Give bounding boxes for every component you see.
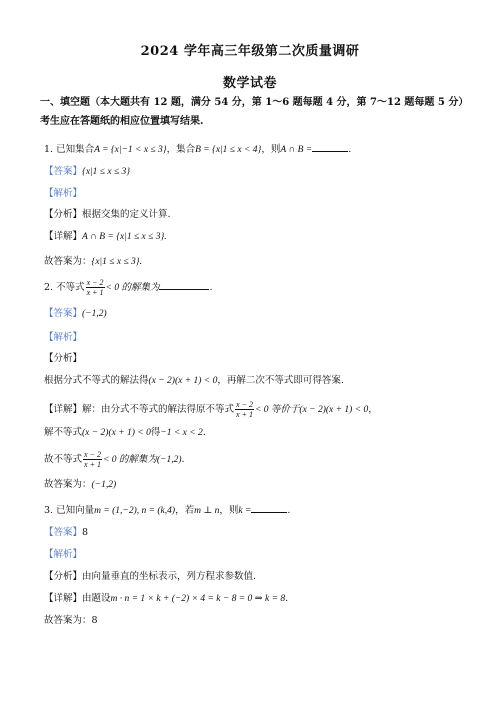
q3-stem-b: ，若 — [175, 505, 195, 516]
q3-detail-expr: m · n = 1 × k + (−2) × 4 = k − 8 = 0 ⇒ k = 8 — [110, 594, 286, 604]
q2-detail-expr: (x − 2)(x + 1) < 0 — [299, 405, 369, 415]
q2-stem-b: < 0 的解集为 — [105, 283, 160, 293]
q3-answer-blank — [251, 503, 287, 513]
q1-detail-tag: 【详解】 — [44, 231, 83, 242]
q3-vectors: m = (1,−2), n = (k,4) — [94, 506, 176, 516]
q2-answer-tag: 【答案】 — [44, 308, 83, 319]
q1-final-value: {x|1 ≤ x ≤ 3}. — [91, 257, 142, 267]
q2-detail-denominator: x + 1 — [236, 410, 253, 419]
q1-answer: {x|1 ≤ x ≤ 3} — [82, 167, 131, 177]
q2-concl-denominator: x + 1 — [84, 460, 101, 469]
q1-stem-c: ，则 — [261, 144, 281, 155]
q2-answer-blank — [159, 280, 209, 290]
q1-stem-b: ，集合 — [166, 144, 196, 155]
q1-detail-expr: A ∩ B = {x|1 ≤ x ≤ 3}. — [82, 232, 167, 242]
q1-setA: A = {x|−1 < x ≤ 3} — [94, 145, 167, 155]
q2-solve-end: . — [202, 427, 206, 438]
q2-conclusion — [44, 450, 464, 469]
q1-jiexi: 【解析】 — [44, 188, 83, 199]
q3-jiexi: 【解析】 — [44, 549, 83, 560]
q3-answer-line — [44, 526, 464, 540]
q1-stem — [44, 142, 464, 157]
q3-final — [44, 614, 464, 628]
q3-answer-tag: 【答案】 — [44, 527, 83, 538]
q2-analysis — [44, 374, 464, 388]
q3-detail-end: . — [285, 593, 289, 604]
q2-end: . — [209, 282, 213, 293]
q2-concl-a: 故不等式 — [44, 454, 83, 465]
q1-answer-blank — [312, 142, 348, 152]
q2-answer-line — [44, 307, 464, 321]
q3-fenxi: 【分析】由向量垂直的坐标表示，列方程求参数值. — [44, 571, 257, 582]
q1-fenxi: 【分析】根据交集的定义计算. — [44, 209, 171, 220]
q2-answer: (−1,2) — [82, 309, 107, 319]
q2-final-prefix: 故答案为： — [44, 479, 92, 490]
q1-detail — [44, 230, 464, 244]
q3-end: . — [287, 505, 291, 516]
q2-final — [44, 478, 464, 492]
q2-final-value: (−1,2) — [91, 480, 117, 490]
q2-detail-end: ， — [368, 404, 378, 415]
q2-denominator: x + 1 — [86, 288, 104, 297]
q1-setB: B = {x|1 ≤ x < 4} — [195, 145, 262, 155]
q1-expr: A ∩ B = — [280, 145, 313, 155]
page-title: 2024 学年高三年级第二次质量调研 — [140, 44, 360, 59]
section-heading: 一、填空题（本大题共有 12 题，满分 54 分，第 1～6 题每题 4 分，第 7～12 题每题 5 分） — [40, 97, 469, 108]
q2-solve-b: 得 — [150, 427, 161, 438]
q2-concl-fraction — [83, 450, 102, 469]
q3-k: k = — [238, 506, 252, 516]
q2-solve-a: 解不等式 — [44, 427, 83, 438]
q2-detail-fraction — [235, 400, 254, 419]
q2-jiexi: 【解析】 — [44, 332, 83, 343]
q2-solve — [44, 426, 464, 440]
q3-detail — [44, 592, 464, 606]
q3-stem-a: 3. 已知向量 — [44, 505, 95, 516]
q3-perp: m ⊥ n — [194, 506, 220, 516]
q3-answer: 8 — [82, 527, 89, 538]
q3-detail-tag: 【详解】由题设 — [44, 593, 111, 604]
q1-answer-tag: 【答案】 — [44, 166, 83, 177]
q2-detail — [44, 400, 464, 419]
q1-stem-a: 1. 已知集合 — [44, 144, 95, 155]
q1-end: . — [348, 144, 352, 155]
q2-detail-a: 由分式不等式的解法得原不等式 — [101, 404, 235, 415]
q2-solve-result: −1 < x < 2 — [160, 428, 203, 438]
q3-final-prefix: 故答案为： — [44, 615, 92, 626]
q2-stem — [44, 278, 464, 297]
q2-analysis-a: 根据分式不等式的解法得 — [44, 375, 149, 386]
q2-solve-expr: (x − 2)(x + 1) < 0 — [82, 428, 151, 438]
q2-detail-b: < 0 等价于 — [254, 405, 300, 415]
q2-stem-a: 2. 不等式 — [44, 282, 85, 293]
q2-concl-end: . — [181, 454, 185, 465]
q3-stem-c: ，则 — [219, 505, 239, 516]
q2-fraction — [86, 278, 105, 297]
q2-detail-tag: 【详解】解： — [44, 404, 102, 415]
q2-detail-numerator: x − 2 — [236, 400, 253, 409]
section-instruction: 考生应在答题纸的相应位置填写结果. — [40, 116, 204, 127]
q1-answer-line — [44, 165, 464, 179]
q2-analysis-b: ，再解二次不等式即可得答案. — [217, 375, 344, 386]
q2-concl-result: (−1,2) — [156, 455, 182, 465]
page-subtitle: 数学试卷 — [222, 76, 277, 91]
q2-concl-numerator: x − 2 — [84, 450, 101, 459]
q2-concl-b: < 0 的解集为 — [102, 455, 157, 465]
q1-final — [44, 255, 464, 269]
q2-numerator: x − 2 — [86, 278, 104, 287]
q2-analysis-expr: (x − 2)(x + 1) < 0 — [148, 376, 218, 386]
q3-final-value: 8 — [91, 615, 98, 626]
q1-final-prefix: 故答案为： — [44, 256, 92, 267]
q3-stem — [44, 503, 464, 518]
q2-fenxi: 【分析】 — [44, 353, 83, 364]
